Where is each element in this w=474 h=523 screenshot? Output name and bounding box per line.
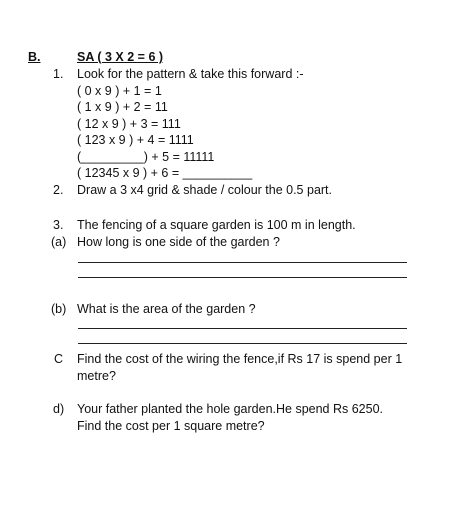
answer-line [78,343,407,344]
question-2-number: 2. [53,183,64,197]
part-d-label: d) [53,402,65,416]
part-c-text-line-2: metre? [77,369,116,383]
part-b-text: What is the area of the garden ? [77,302,256,316]
part-a-text: How long is one side of the garden ? [77,235,280,249]
pattern-line-3: ( 12 x 9 ) + 3 = 111 [77,117,181,131]
part-d-text-line-1: Your father planted the hole garden.He spend Rs 6250. [77,402,384,416]
pattern-line-1: ( 0 x 9 ) + 1 = 1 [77,84,162,98]
part-a-label: (a) [51,235,67,249]
pattern-line-6: ( 12345 x 9 ) + 6 = __________ [77,166,253,180]
part-d-text-line-2: Find the cost per 1 square metre? [77,419,265,433]
part-c-label: C [54,352,64,366]
pattern-line-2: ( 1 x 9 ) + 2 = 11 [77,100,168,114]
pattern-line-5: (_________) + 5 = 11111 [77,150,215,164]
section-label: B. [28,50,41,64]
part-c-text-line-1: Find the cost of the wiring the fence,if Rs 17 is spend per 1 [77,352,403,366]
answer-line [78,277,407,278]
question-2-text: Draw a 3 x4 grid & shade / colour the 0.5 part. [77,183,332,197]
question-1-number: 1. [53,67,64,81]
question-3-text: The fencing of a square garden is 100 m in length. [77,218,356,232]
answer-line [78,262,407,263]
part-b-label: (b) [51,302,67,316]
question-3-number: 3. [53,218,64,232]
answer-line [78,328,407,329]
section-title: SA ( 3 X 2 = 6 ) [77,50,164,64]
pattern-line-4: ( 123 x 9 ) + 4 = 1111 [77,133,194,147]
question-1-text: Look for the pattern & take this forward :- [77,67,304,81]
